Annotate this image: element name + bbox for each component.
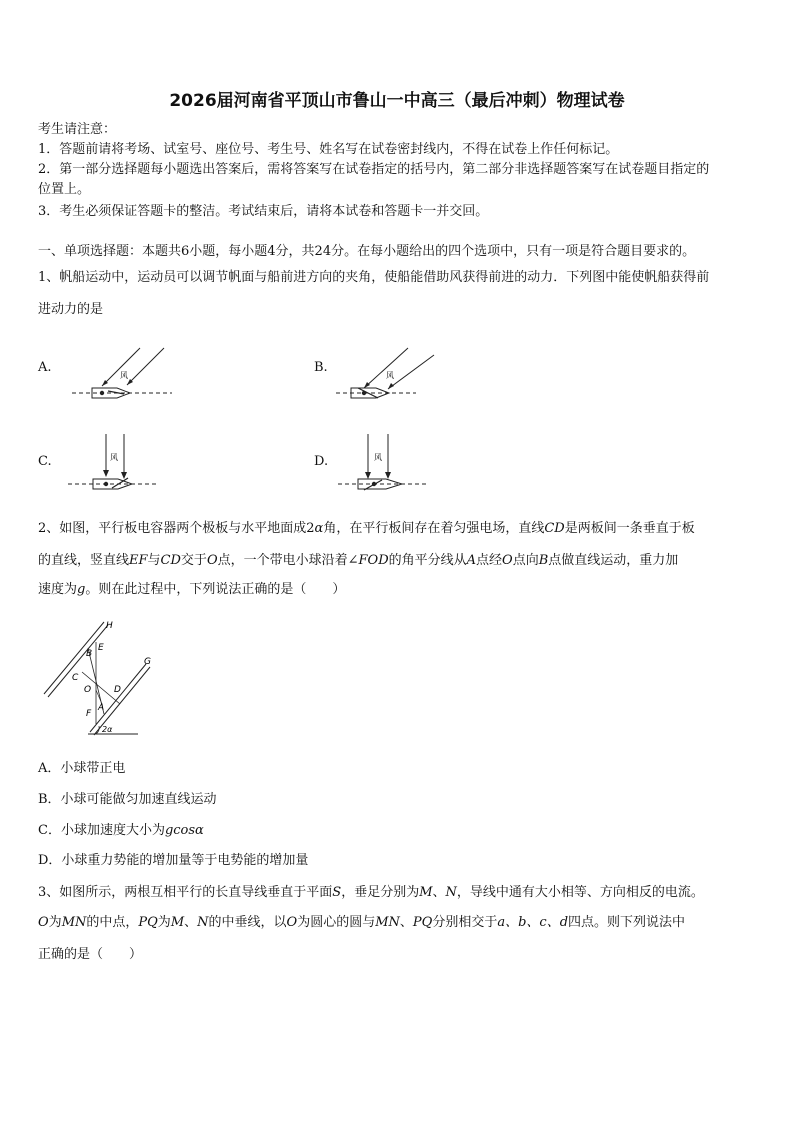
q2-label-f: F <box>86 709 92 719</box>
q3-text-line1 <box>38 883 704 903</box>
q2-label-a: A <box>98 703 105 713</box>
q1-figure-b-wind-label: 风 <box>386 371 394 380</box>
q1-option-d-label[interactable]: D. <box>314 454 329 469</box>
q3-text-seg: 为圆心的圆与 <box>297 915 376 930</box>
q2-label-g: G <box>144 657 151 667</box>
q3-var-pq: PQ <box>412 915 433 930</box>
q3-text-seg: 、 <box>432 885 446 900</box>
q3-var-n: N <box>197 915 209 930</box>
notice-item-2-cont: 位置上。 <box>38 182 91 197</box>
q2-label-o: O <box>84 685 92 695</box>
q3-var-abcd: a、b、c、d <box>497 915 569 930</box>
q3-var-mn: MN <box>61 915 87 930</box>
q3-text-seg: ，导线中通有大小相等、方向相反的电流。 <box>456 885 704 900</box>
q2-option-d[interactable]: D．小球重力势能的增加量等于电势能的增加量 <box>38 853 309 868</box>
q2-label-c: C <box>72 673 79 683</box>
q2-var-o: O <box>502 553 513 568</box>
q3-var-mn: MN <box>375 915 400 930</box>
q1-figure-a-wind-label: 风 <box>120 371 128 380</box>
q3-text-seg: 3、如图所示，两根互相平行的长直导线垂直于平面 <box>38 885 333 900</box>
q3-var-o: O <box>38 915 49 930</box>
q2-text-line1 <box>38 519 695 539</box>
q2-option-c-text: C．小球加速度大小为 <box>38 823 165 838</box>
q2-label-angle: 2α <box>102 725 113 734</box>
q2-text-seg: 角，在平行板间存在着匀强电场，直线 <box>323 521 545 536</box>
q2-text-seg: 与 <box>147 553 161 568</box>
q2-var-fod: FOD <box>358 553 389 568</box>
q3-var-m: M <box>170 915 185 930</box>
q3-text-seg: 分别相交于 <box>432 915 498 930</box>
q2-text-seg: 点，一个带电小球沿着∠ <box>217 553 359 568</box>
q2-option-c-formula: gcosα <box>164 823 204 838</box>
q2-var-cd: CD <box>160 553 181 568</box>
q2-text-seg: 点做直线运动，重力加 <box>548 553 679 568</box>
q1-figure-d-wind-label: 风 <box>374 453 382 462</box>
q2-alpha: α <box>314 521 324 536</box>
q2-text-seg: 的直线，竖直线 <box>38 553 130 568</box>
q1-figure-b <box>336 345 446 405</box>
q2-label-b: B <box>86 649 93 659</box>
q2-label-d: D <box>114 685 121 695</box>
q3-text-line2 <box>38 913 685 933</box>
notice-heading: 考生请注意： <box>38 122 117 137</box>
q2-text-seg: 。则在此过程中，下列说法正确的是（ ） <box>85 582 346 597</box>
q3-var-s: S <box>332 885 342 900</box>
q3-text-seg: 、 <box>184 915 198 930</box>
q2-text-seg: 的角平分线从 <box>388 553 467 568</box>
q1-option-b-label[interactable]: B. <box>314 360 328 375</box>
q2-text-seg: 点向 <box>512 553 539 568</box>
q1-option-a-label[interactable]: A. <box>38 360 52 375</box>
q2-text-seg: 2、如图，平行板电容器两个极板与水平地面成2 <box>38 521 315 536</box>
q1-figure-c <box>68 432 178 502</box>
q3-var-m: M <box>419 885 433 900</box>
q2-text-line2 <box>38 551 678 571</box>
q3-text-seg: 为 <box>48 915 62 930</box>
notice-item-1: 1．答题前请将考场、试室号、座位号、考生号、姓名写在试卷密封线内，不得在试卷上作任何标记。 <box>38 142 619 157</box>
q2-var-ef: EF <box>129 553 148 568</box>
q3-text-seg: 为 <box>157 915 171 930</box>
q2-var-cd: CD <box>544 521 565 536</box>
notice-item-2: 2．第一部分选择题每小题选出答案后，需将答案写在试卷指定的括号内，第二部分非选择题答案写在试卷题目指定的 <box>38 162 710 177</box>
q2-text-seg: 是两板间一条垂直于板 <box>564 521 695 536</box>
q3-var-n: N <box>445 885 457 900</box>
q2-text-seg: 点经 <box>476 553 503 568</box>
q2-label-h: H <box>106 621 113 631</box>
q2-label-e: E <box>98 643 104 653</box>
q2-var-a: A <box>466 553 477 568</box>
q3-text-seg: 四点。则下列说法中 <box>568 915 686 930</box>
q2-text-seg: 交于 <box>180 553 207 568</box>
q3-text-seg: ，垂足分别为 <box>341 885 420 900</box>
q3-var-pq: PQ <box>138 915 158 930</box>
q2-var-o: O <box>206 553 218 568</box>
page-title: 2026届河南省平顶山市鲁山一中高三（最后冲刺）物理试卷 <box>169 91 625 111</box>
q2-text-seg: 速度为 <box>38 582 78 597</box>
q3-text-line3: 正确的是（ ） <box>38 947 143 962</box>
q3-text-seg: 、 <box>399 915 413 930</box>
q2-text-line3 <box>38 580 345 600</box>
q1-figure-c-wind-label: 风 <box>110 453 118 462</box>
q1-figure-a <box>72 345 182 405</box>
section-heading: 一、单项选择题：本题共6小题，每小题4分，共24分。在每小题给出的四个选项中，只有一项是符合题目要求的。 <box>38 244 696 259</box>
q2-option-c[interactable] <box>38 821 204 841</box>
q2-figure-capacitor <box>38 612 168 742</box>
q2-option-b[interactable]: B．小球可能做匀加速直线运动 <box>38 792 217 807</box>
q2-option-a[interactable]: A．小球带正电 <box>38 761 126 776</box>
q2-var-g: g <box>77 582 86 597</box>
notice-item-3: 3．考生必须保证答题卡的整洁。考试结束后，请将本试卷和答题卡一并交回。 <box>38 204 489 219</box>
q1-option-c-label[interactable]: C. <box>38 454 52 469</box>
q1-text-line2: 进动力的是 <box>38 302 104 317</box>
q2-var-b: B <box>538 553 549 568</box>
q1-text-line1: 1、帆船运动中，运动员可以调节帆面与船前进方向的夹角，使船能借助风获得前进的动力．下列图中能使帆船获得前 <box>38 270 710 285</box>
q3-var-o: O <box>286 915 298 930</box>
q1-figure-d <box>338 432 448 502</box>
q3-text-seg: 的中点， <box>86 915 139 930</box>
q3-text-seg: 的中垂线，以 <box>208 915 287 930</box>
